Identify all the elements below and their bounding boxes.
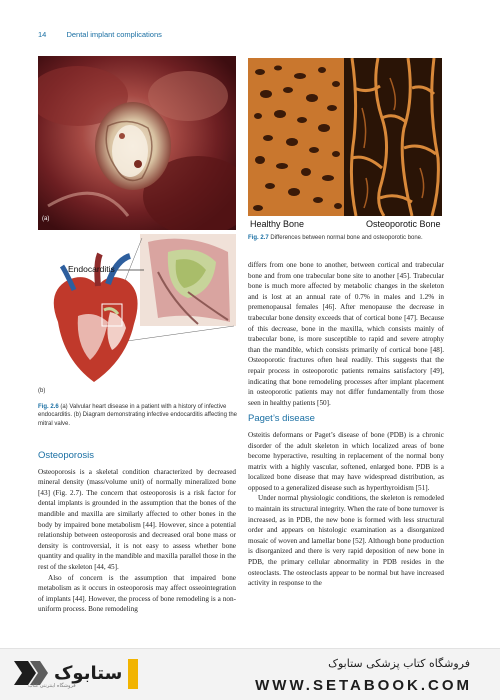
figure-2-6a-label: (a) bbox=[42, 216, 50, 222]
heart-valve-photo bbox=[38, 56, 236, 230]
figure-2-7-caption-label: Fig. 2.7 bbox=[248, 235, 269, 241]
figure-2-6a-photo bbox=[38, 56, 236, 230]
store-footer-banner bbox=[0, 648, 500, 700]
figure-2-6-caption bbox=[38, 403, 238, 428]
figure-2-7-caption-text: Differences between normal bone and osteoporotic bone. bbox=[270, 235, 423, 241]
bone-comparison-image bbox=[248, 58, 442, 216]
endocarditis-callout: Endocarditis bbox=[68, 264, 115, 274]
figure-2-7-bone-image bbox=[248, 58, 442, 216]
pagets-paragraph-1: Osteitis deformans or Paget’s disease of bone (PDB) is a chronic disorder of the adult skeleton in which localized areas of bone become hyperactive, resulting in replacement of the normal bony matrix with a highly vascular, softened, enlarged bone. PDB is a localized bone disease that may have widespread distribution, as opposed to a generalized disease such as hyperthyroidism [51]. bbox=[248, 430, 444, 492]
svg-text:ستابوک: ستابوک bbox=[54, 663, 123, 684]
osteoporosis-heading: Osteoporosis bbox=[38, 450, 94, 461]
endocarditis-diagram bbox=[38, 232, 236, 400]
store-name: فروشگاه کتاب پزشکی ستابوک bbox=[328, 657, 470, 670]
left-text-column bbox=[38, 445, 236, 615]
figure-2-6-caption-label: Fig. 2.6 bbox=[38, 404, 59, 410]
osteoporosis-paragraph-2: Also of concern is the assumption that impaired bone metabolism as it occurs in osteoporosis may affect osseointegration of implants [44]. However, the process of bone remodeling is a non-uniform process. Bone remodeling bbox=[38, 573, 236, 614]
store-url[interactable]: WWW.SETABOOK.COM bbox=[255, 677, 472, 694]
pagets-disease-heading: Paget’s disease bbox=[248, 413, 315, 425]
osteoporosis-paragraph-1: Osteoporosis is a skeletal condition characterized by decreased mineral density (mass/volume unit) of normally mineralized bone [43] (Fig. 2.7). The concern that osteoporosis is a risk factor for dental implants is grounded in the assumption that the bones of the mandible and maxilla are similarly affected to other bones in the body by impaired bone metabolism [44]. However, since a potential relationship between osteoporosis and decreased oral bone mass or density is controversial, it is not easy to assess whether bone quantity and quality in the mandible and maxilla parallel those in the rest of the skeleton [44, 45]. bbox=[38, 467, 236, 571]
figure-2-6b-label: (b) bbox=[38, 388, 46, 394]
trabecular-paragraph: differs from one bone to another, between cortical and trabecular bone and from one trabecular bone site to another [45]. Trabecular bone is much more affected by metabolic changes in the skeleton and is lost at an annual rate of 0.7% in males and 1.2% in premenopausal females [46]. After menopause the decrease in trabecular bone density exceeds that of cortical bone [47]. Because of this decrease, bone in the maxilla, which consists mainly of trabecular bone, is more susceptible to rapid and severe atrophy than the mandible, which consists primarily of cortical bone [48]. Osteoporotic fractures often heal readily. This suggests that the repair process in osteoporotic patients remains satisfactory [49], indicating that bone remodeling processes after implant placement in osteoporotic patients may not differ fundamentally from those seen in healthy patients [50]. bbox=[248, 261, 444, 407]
healthy-bone-label: Healthy Bone bbox=[250, 219, 305, 229]
figure-2-7-caption bbox=[248, 234, 444, 242]
osteoporotic-bone-label: Osteoporotic Bone bbox=[366, 219, 441, 229]
figure-2-6b-diagram bbox=[38, 232, 236, 400]
right-text-column bbox=[248, 260, 444, 589]
running-title: Dental implant complications bbox=[66, 30, 162, 39]
logo-subtitle: فروشگاه اینترنتی کتاب bbox=[28, 683, 76, 689]
figure-2-6-caption-text: (a) Valvular heart disease in a patient with a history of infective endocarditis. (b) Diagram demonstrating infective endocarditis affecting the mitral valve. bbox=[38, 404, 237, 427]
page-header bbox=[38, 30, 162, 39]
page-number: 14 bbox=[38, 30, 47, 39]
pagets-paragraph-2: Under normal physiologic conditions, the skeleton is remodeled to maintain its structural integrity. When the rate of bone turnover is increased, as in PDB, the new bone is formed with less structural order and appears on histologic examination as a disorganized mosaic of woven and lamellar bone [52]. Although bone production is disorganized and there is very rapid deposition of new bone in PDB, the primary cellular abnormality in PDB resides in the osteoclasts. The osteoclasts appear to be normal but have increased activity in response to the bbox=[248, 494, 444, 588]
